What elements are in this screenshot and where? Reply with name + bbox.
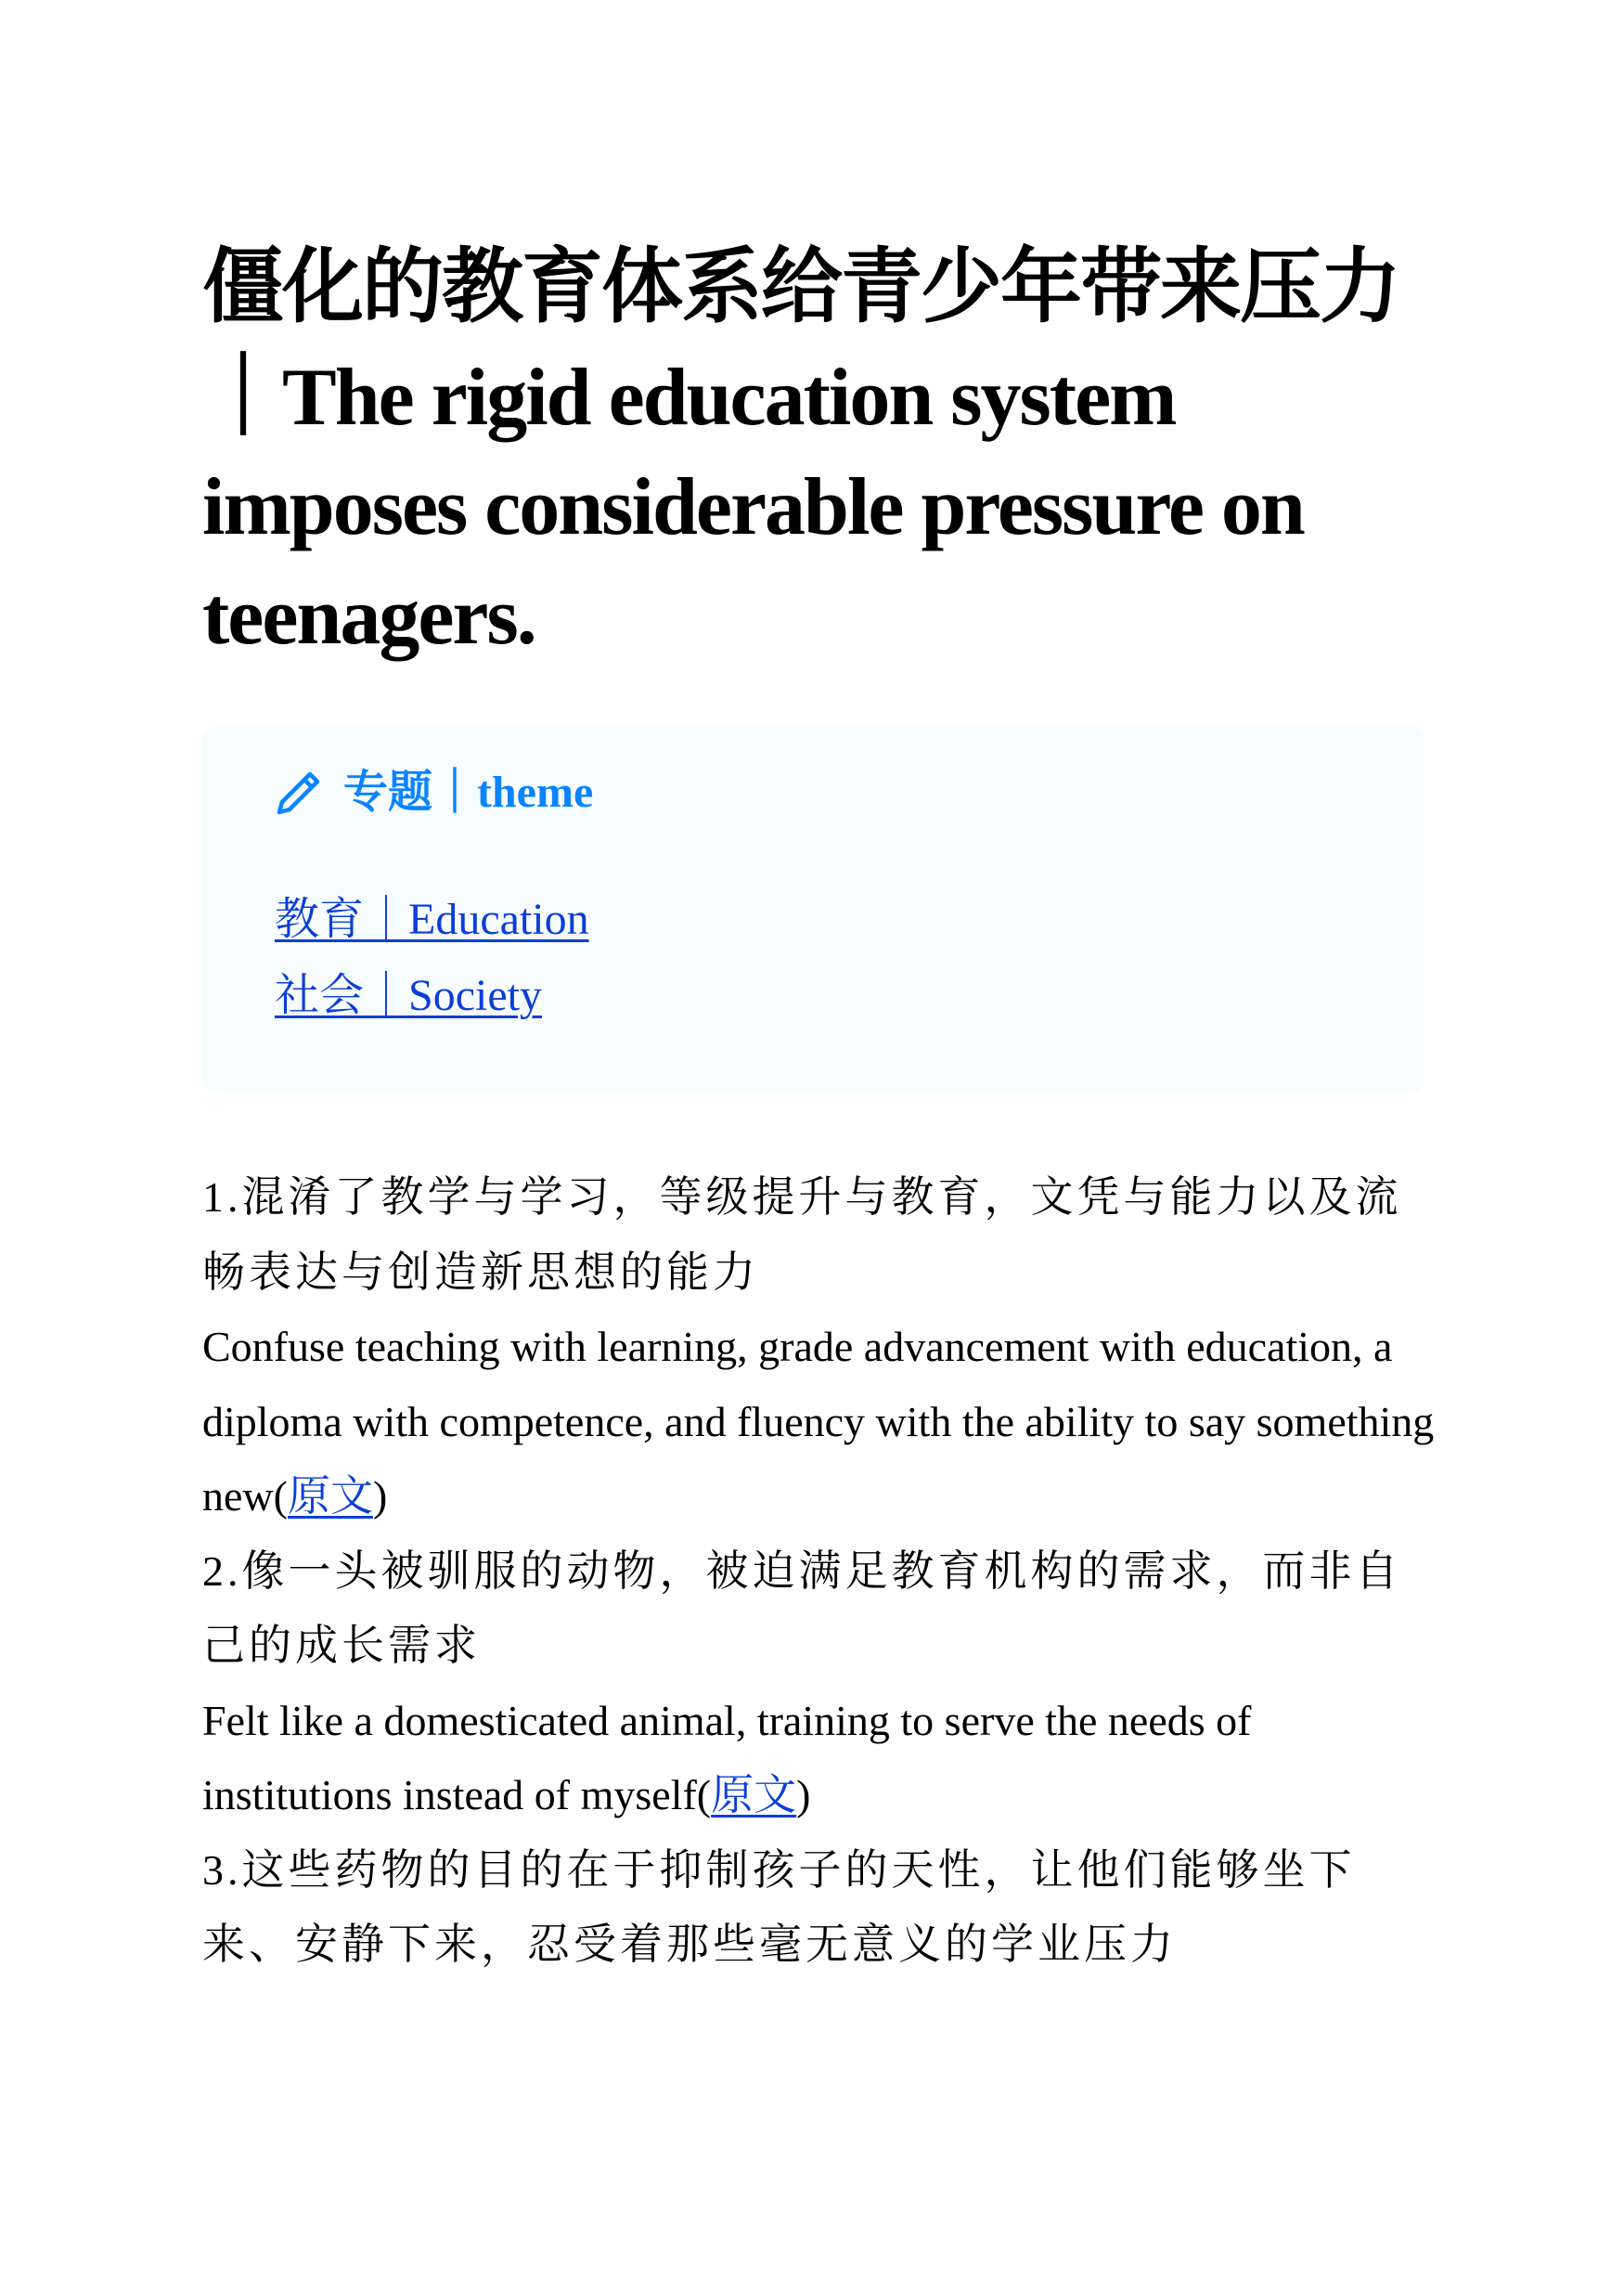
theme-links [275,882,589,1034]
item-2-english [202,1684,1437,1833]
theme-link-education[interactable]: 教育｜Education [275,895,589,944]
article-title: 僵化的教育体系给青少年带来压力｜The rigid education system imposes considerable pressure on teenagers. [202,243,1400,662]
theme-heading [275,763,593,822]
theme-heading-label: 专题｜theme [343,768,594,817]
item-1-chinese: 1.混淆了教学与学习，等级提升与教育，文凭与能力以及流畅表达与创造新思想的能力 [202,1173,1402,1296]
item-3-chinese: 3.这些药物的目的在于抑制孩子的天性，让他们能够坐下来、安静下来，忍受着那些毫无意义的学业压力 [202,1845,1356,1968]
theme-link-society[interactable]: 社会｜Society [275,971,542,1020]
source-paren-open: ( [273,1472,288,1520]
source-paren-open: ( [696,1771,712,1818]
article-body [202,1160,1437,1983]
item-2-chinese: 2.像一头被驯服的动物，被迫满足教育机构的需求，而非自己的成长需求 [202,1546,1402,1669]
source-paren-close: ) [796,1771,811,1818]
item-1-english [202,1310,1437,1534]
theme-box [202,726,1424,1093]
item-1-english-text: Confuse teaching with learning, grade advancement with education, a diploma with competence, and fluency with the ability to say something new [202,1323,1435,1520]
item-2-english-text: Felt like a domesticated animal, training to serve the needs of institutions instead of myself [202,1696,1252,1818]
item-1-source-link[interactable]: 原文 [287,1472,373,1520]
source-paren-close: ) [372,1472,388,1520]
item-2-source-link[interactable]: 原文 [711,1771,797,1818]
pencil-icon [275,769,323,817]
